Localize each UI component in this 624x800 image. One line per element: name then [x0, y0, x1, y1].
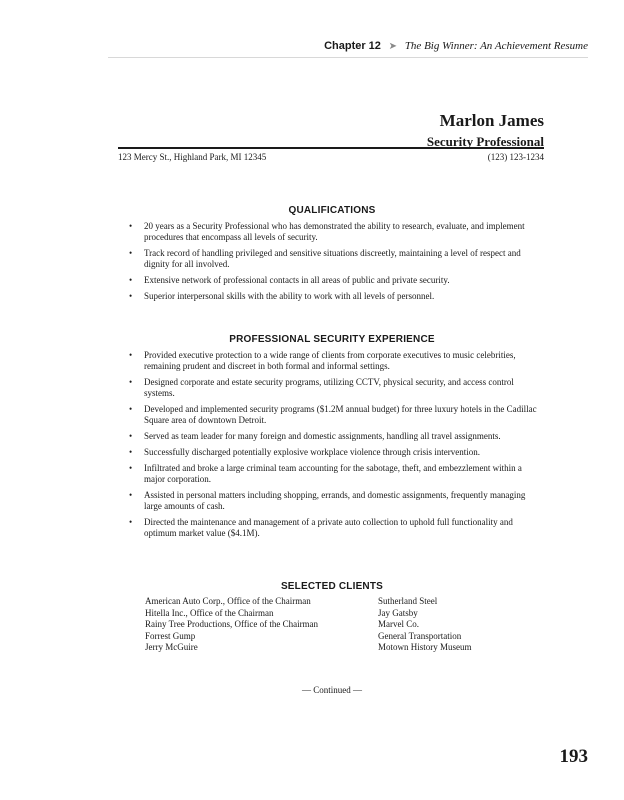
bullet-icon: •: [129, 517, 133, 527]
list-item: Rainy Tree Productions, Office of the Chairman: [145, 619, 319, 629]
bullet-icon: •: [129, 221, 133, 231]
continued-label: — Continued —: [302, 685, 362, 695]
list-item: • Developed and implemented security programs ($1.2M annual budget) for three luxury hotels in the Cadillac Square area of downtown Detroit.: [129, 404, 537, 425]
list-item: • Superior interpersonal skills with the ability to work with all levels of personnel.: [129, 291, 435, 301]
list-item: • 20 years as a Security Professional who has demonstrated the ability to research, evaluate, and implement procedures that encompass all levels of security.: [129, 221, 525, 242]
bullet-icon: •: [129, 463, 133, 473]
resume-title: Security Professional: [426, 134, 544, 149]
bullet-icon: •: [129, 404, 133, 414]
header-divider: [108, 57, 588, 58]
contact-line: [118, 152, 544, 162]
chapter-label: Chapter 12: [324, 40, 381, 52]
list-item: American Auto Corp., Office of the Chairman: [145, 596, 311, 606]
list-item: Sutherland Steel: [378, 596, 438, 606]
experience-heading: PROFESSIONAL SECURITY EXPERIENCE: [229, 334, 435, 345]
list-item: • Extensive network of professional contacts in all areas of public and private security.: [129, 275, 450, 285]
bullet-icon: •: [129, 377, 133, 387]
list-item: Motown History Museum: [378, 642, 472, 652]
list-item: Jay Gatsby: [378, 607, 418, 618]
list-item: • Served as team leader for many foreign and domestic assignments, handling all travel assignments.: [129, 431, 501, 441]
bullet-icon: •: [129, 248, 133, 258]
experience-list: [118, 350, 544, 544]
qualifications-heading: QUALIFICATIONS: [288, 205, 376, 216]
list-item: • Infiltrated and broke a large criminal team accounting for the sabotage, theft, and embezzlement within a major corporation.: [129, 463, 522, 484]
arrow-icon: ➤: [388, 41, 398, 52]
clients-column-left: [145, 596, 378, 654]
list-item: Jerry McGuire: [145, 642, 198, 652]
chapter-subtitle: The Big Winner: An Achievement Resume: [404, 40, 588, 52]
bullet-icon: •: [129, 291, 133, 301]
name-divider: [118, 147, 544, 149]
list-item: • Successfully discharged potentially explosive workplace violence through crisis intervention.: [129, 447, 480, 457]
bullet-icon: •: [129, 275, 133, 285]
qualifications-list: [118, 221, 544, 307]
list-item: • Assisted in personal matters including shopping, errands, and domestic assignments, frequently managing large amounts of cash.: [129, 490, 526, 511]
list-item: • Directed the maintenance and management of a private auto collection to uphold full functionality and optimum market value ($4.1M).: [129, 517, 513, 538]
running-head: [324, 40, 588, 52]
clients-heading: SELECTED CLIENTS: [280, 581, 384, 592]
bullet-icon: •: [129, 350, 133, 360]
bullet-icon: •: [129, 431, 133, 441]
list-item: • Provided executive protection to a wide range of clients from corporate executives to music celebrities, remaining prudent and discreet in both formal and informal settings.: [129, 350, 516, 371]
list-item: Marvel Co.: [378, 619, 419, 629]
resume-name-block: [427, 110, 544, 151]
phone: (123) 123-1234: [487, 152, 544, 162]
list-item: • Track record of handling privileged and sensitive situations discreetly, maintaining a level of respect and dignity for all involved.: [129, 248, 521, 269]
clients-list: [145, 596, 544, 654]
list-item: Forrest Gump: [145, 630, 196, 641]
page-number: 193: [559, 746, 588, 767]
address: 123 Mercy St., Highland Park, MI 12345: [118, 152, 267, 162]
list-item: General Transportation: [378, 630, 462, 641]
list-item: • Designed corporate and estate security programs, utilizing CCTV, physical security, and access control systems.: [129, 377, 514, 398]
resume-name: Marlon James: [439, 111, 544, 130]
bullet-icon: •: [129, 490, 133, 500]
list-item: Hitella Inc., Office of the Chairman: [145, 607, 274, 618]
bullet-icon: •: [129, 447, 133, 457]
clients-column-right: [378, 596, 544, 654]
